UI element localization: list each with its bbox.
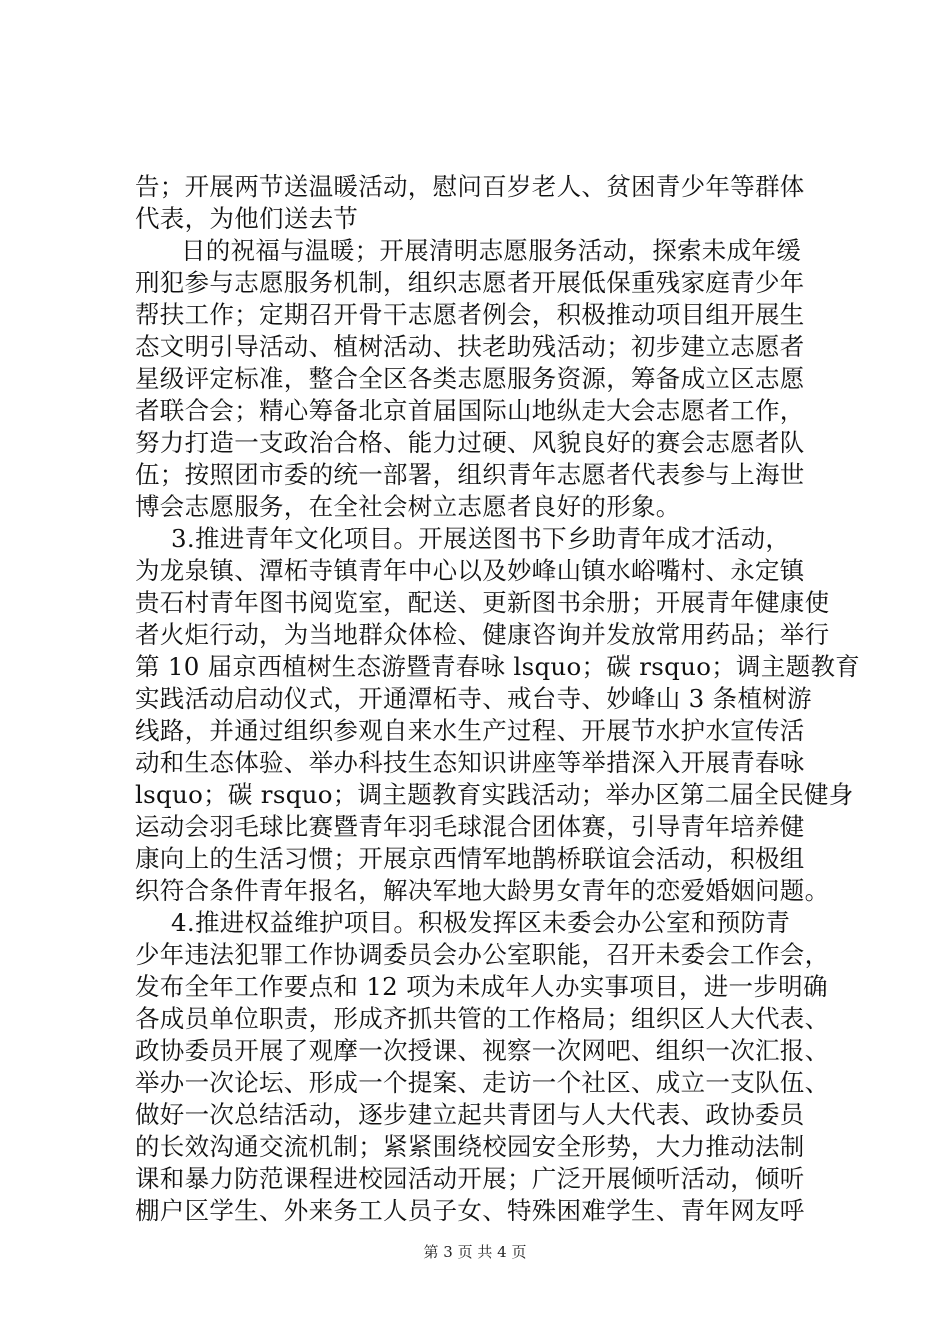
text-line: 康向上的生活习惯；开展京西情军地鹊桥联谊会活动，积极组 [135,844,805,873]
paragraph-heading: 3.推进青年文化项目。开展送图书下乡助青年成才活动， [171,524,791,553]
text-line: 课和暴力防范课程进校园活动开展；广泛开展倾听活动，倾听 [135,1164,805,1193]
text-line: 实践活动启动仪式，开通潭柘寺、戒台寺、妙峰山 3 条植树游 [135,684,812,713]
text-line: 告；开展两节送温暖活动，慰问百岁老人、贫困青少年等群体 [135,172,805,201]
text-line: 做好一次总结活动，逐步建立起共青团与人大代表、政协委员 [135,1100,805,1129]
text-line: 帮扶工作；定期召开骨干志愿者例会，积极推动项目组开展生 [135,300,805,329]
text-line: 为龙泉镇、潭柘寺镇青年中心以及妙峰山镇水峪嘴村、永定镇 [135,556,805,585]
text-line: 各成员单位职责，形成齐抓共管的工作格局；组织区人大代表、 [135,1004,830,1033]
text-line: 日的祝福与温暖；开展清明志愿服务活动，探索未成年缓 [181,236,801,265]
page-footer [0,1242,950,1262]
text-line: 努力打造一支政治合格、能力过硬、风貌良好的赛会志愿者队 [135,428,805,457]
text-line: 代表，为他们送去节 [135,204,359,233]
text-line: 者火炬行动，为当地群众体检、健康咨询并发放常用药品；举行 [135,620,830,649]
paragraph-heading: 4.推进权益维护项目。积极发挥区未委会办公室和预防青 [171,908,791,937]
text-line: 贵石村青年图书阅览室，配送、更新图书余册；开展青年健康使 [135,588,830,617]
text-line: 政协委员开展了观摩一次授课、视察一次网吧、组织一次汇报、 [135,1036,830,1065]
text-line: 棚户区学生、外来务工人员子女、特殊困难学生、青年网友呼 [135,1196,805,1225]
page-number: 第 3 页 共 4 页 [423,1243,527,1261]
text-line: 少年违法犯罪工作协调委员会办公室职能，召开未委会工作会， [135,940,830,969]
text-line: 织符合条件青年报名，解决军地大龄男女青年的恋爱婚姻问题。 [135,876,830,905]
text-line: 博会志愿服务，在全社会树立志愿者良好的形象。 [135,492,681,521]
text-line: 运动会羽毛球比赛暨青年羽毛球混合团体赛，引导青年培养健 [135,812,805,841]
text-line: 的长效沟通交流机制；紧紧围绕校园安全形势，大力推动法制 [135,1132,805,1161]
text-line: 者联合会；精心筹备北京首届国际山地纵走大会志愿者工作， [135,396,805,425]
text-line: 动和生态体验、举办科技生态知识讲座等举措深入开展青春咏 [135,748,805,777]
text-line: 举办一次论坛、形成一个提案、走访一个社区、成立一支队伍、 [135,1068,830,1097]
text-line: 发布全年工作要点和 12 项为未成年人办实事项目，进一步明确 [135,972,828,1001]
text-line: 星级评定标准，整合全区各类志愿服务资源，筹备成立区志愿 [135,364,805,393]
document-body [135,171,861,1227]
text-line: lsquo；碳 rsquo；调主题教育实践活动；举办区第二届全民健身 [135,780,854,809]
text-line: 刑犯参与志愿服务机制，组织志愿者开展低保重残家庭青少年 [135,268,805,297]
text-line: 态文明引导活动、植树活动、扶老助残活动；初步建立志愿者 [135,332,805,361]
text-line: 第 10 届京西植树生态游暨青春咏 lsquo；碳 rsquo；调主题教育 [135,652,861,681]
text-line: 伍；按照团市委的统一部署，组织青年志愿者代表参与上海世 [135,460,805,489]
text-line: 线路，并通过组织参观自来水生产过程、开展节水护水宣传活 [135,716,805,745]
